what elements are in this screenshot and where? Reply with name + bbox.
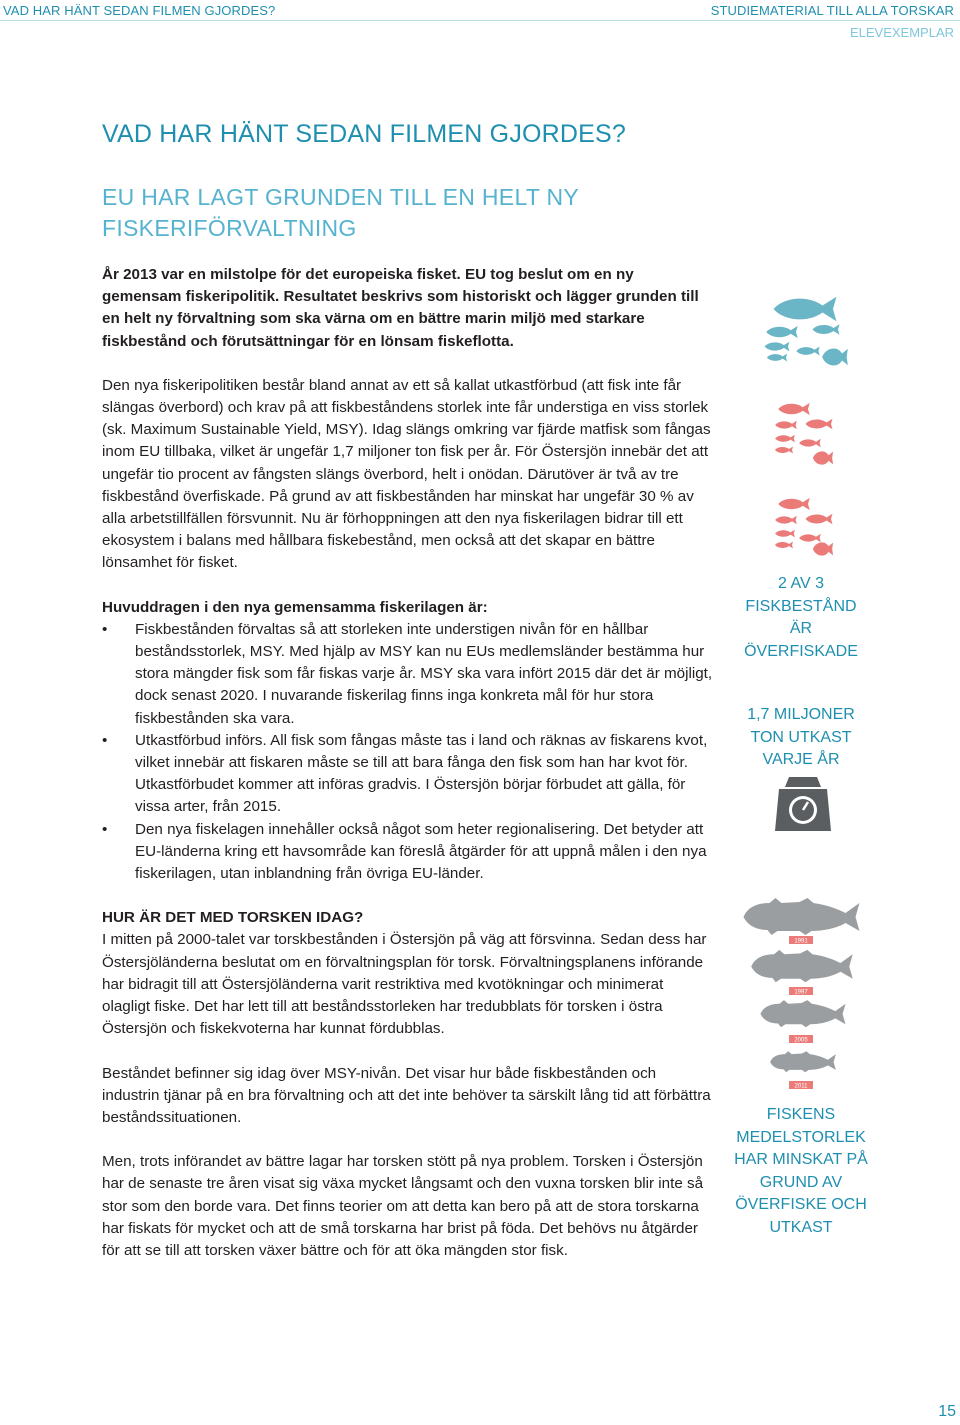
healthy-fish-stock-icon: [755, 295, 855, 375]
running-header-right: STUDIEMATERIAL TILL ALLA TORSKAR: [710, 3, 954, 18]
year-label: 1991: [794, 938, 808, 945]
cod-paragraph-3: Men, trots införandet av bättre lagar har torsken stött på nya problem. Torsken i Östersjön har de senaste tre åren visat sig växa mycket långsamt och den vuxna torsken blir inte så stor som den borde vara. Det finns teorier om att detta kan bero på att de stora torskarna har fiskats för mycket och att de små torskarna har brist på föda. Det behövs nu åtgärder för att se till att torsken växer bättre och för att öka mängden stor fisk.: [102, 1153, 704, 1259]
scale-icon: [773, 775, 833, 833]
overfished-stock-icon-2: [768, 495, 838, 565]
policy-paragraph: Den nya fiskeripolitiken består bland annat av ett så kallat utkastförbud (att fisk inte får slängas överbord) och krav på att fiskbeståndens storlek inte får understiga en viss storlek (sk. Maximum Sustainable Yield, MSY). Idag slängs omkring var fjärde matfisk som fångas inom EU tillbaka, vilket är ungefär 1,7 miljoner ton fisk per år. För Östersjön innebär det att ungefär tio procent av fångsten slängs överbord, helt i onödan. Därutöver är två av tre fiskbestånd överfiskade. På grund av att fiskbestånden har minskat har ungefär 30 % av alla arbetstillfällen försvunnit. Nu är förhoppningen att den nya fiskerilagen bidrar till ett ekosystem i balans med hållbara fiskebestånd, men också att det skapar en bättre lönsamhet för fisket.: [102, 376, 711, 572]
intro-paragraph: År 2013 var en milstolpe för det europeiska fisket. EU tog beslut om en ny gemensam fiskeripolitik. Resultatet beskrivs som historiskt och lägger grunden till en helt ny förvaltning som ska värna om en bättre marin miljö med starkare fiskbestånd och förutsättningar för en lönsam fiskeflotta.: [102, 266, 699, 350]
running-header-sub: ELEVEXEMPLAR: [849, 25, 954, 40]
year-label: 2005: [794, 1037, 808, 1044]
discard-stat: 1,7 MILJONER TON UTKAST VARJE ÅR: [747, 706, 855, 768]
bullet-list: [102, 619, 714, 885]
year-label: 2011: [794, 1083, 808, 1090]
cod-paragraph-2: Beståndet befinner sig idag över MSY-nivån. Det visar hur både fiskbestånden och industrin tjänar på en bra förvaltning och att det inte behöver ta särskilt lång tid att förbättra beståndssituationen.: [102, 1064, 711, 1126]
cod-size-comparison-icon: [741, 895, 863, 1095]
running-header-left: VAD HAR HÄNT SEDAN FILMEN GJORDES?: [3, 3, 276, 18]
overfished-stat: 2 AV 3 FISKBESTÅND ÄR ÖVERFISKADE: [744, 575, 858, 660]
fish-size-stat: FISKENS MEDELSTORLEK HAR MINSKAT PÅ GRUND AV ÖVERFISKE OCH UTKAST: [734, 1106, 868, 1236]
list-item: • Utkastförbud införs. All fisk som fångas måste tas i land och räknas av fiskarens kvot, vilket innebär att fiskaren måste se till att bara fånga den fisk som han har kvot för. Utkastförbudet kommer att införas gradvis. I Östersjön börjar förbudet att gälla, för vissa arter, från 2015.: [102, 730, 714, 819]
cod-paragraph-1: I mitten på 2000-talet var torskbestånden i Östersjön på väg att försvinna. Sedan dess har Östersjöländerna beslutat om en förvaltningsplan för torsk. Förvaltningsplanens införande har bidragit till att Östersjöländerna varit restriktiva med kvotökningar och minimerat olagligt fiske. Det har lett till att beståndsstorleken har tredubblats för torsken i östra Östersjön och fiskekvoterna har kunnat fördubblas.: [102, 931, 707, 1038]
overfished-stock-icon-1: [768, 400, 838, 475]
header-divider: [0, 20, 960, 21]
year-label: 1997: [794, 989, 808, 996]
list-item: • Fiskbestånden förvaltas så att storleken inte understigen nivån för en hållbar beståndsstorlek, MSY. Med hjälp av MSY kan nu EUs medlemsländer bestämma hur stora mängder fisk som får fiskas varje år. MSY ska vara infört 2015 där det är möjligt, dock senast 2020. I nuvarande fiskerilag finns inga konkreta mål för hur stora fiskbestånden ska vara.: [102, 619, 714, 730]
list-item: • Den nya fiskelagen innehåller också något som heter regionalisering. Det betyder att EU-länderna kring ett havsområde kan föreslå åtgärder för att uppnå målen i den nya fiskerilagen, utan inblandning från övriga EU-länder.: [102, 819, 714, 886]
list-heading: Huvuddragen i den nya gemensamma fiskerilagen är:: [102, 598, 488, 616]
page-number: 15: [938, 1403, 956, 1420]
cod-section-heading: HUR ÄR DET MED TORSKEN IDAG?: [102, 909, 364, 927]
page-subtitle: EU HAR LAGT GRUNDEN TILL EN HELT NY FISKERIFÖRVALTNING: [102, 184, 579, 241]
page-title: VAD HAR HÄNT SEDAN FILMEN GJORDES?: [102, 120, 627, 148]
main-column: [102, 264, 714, 1284]
